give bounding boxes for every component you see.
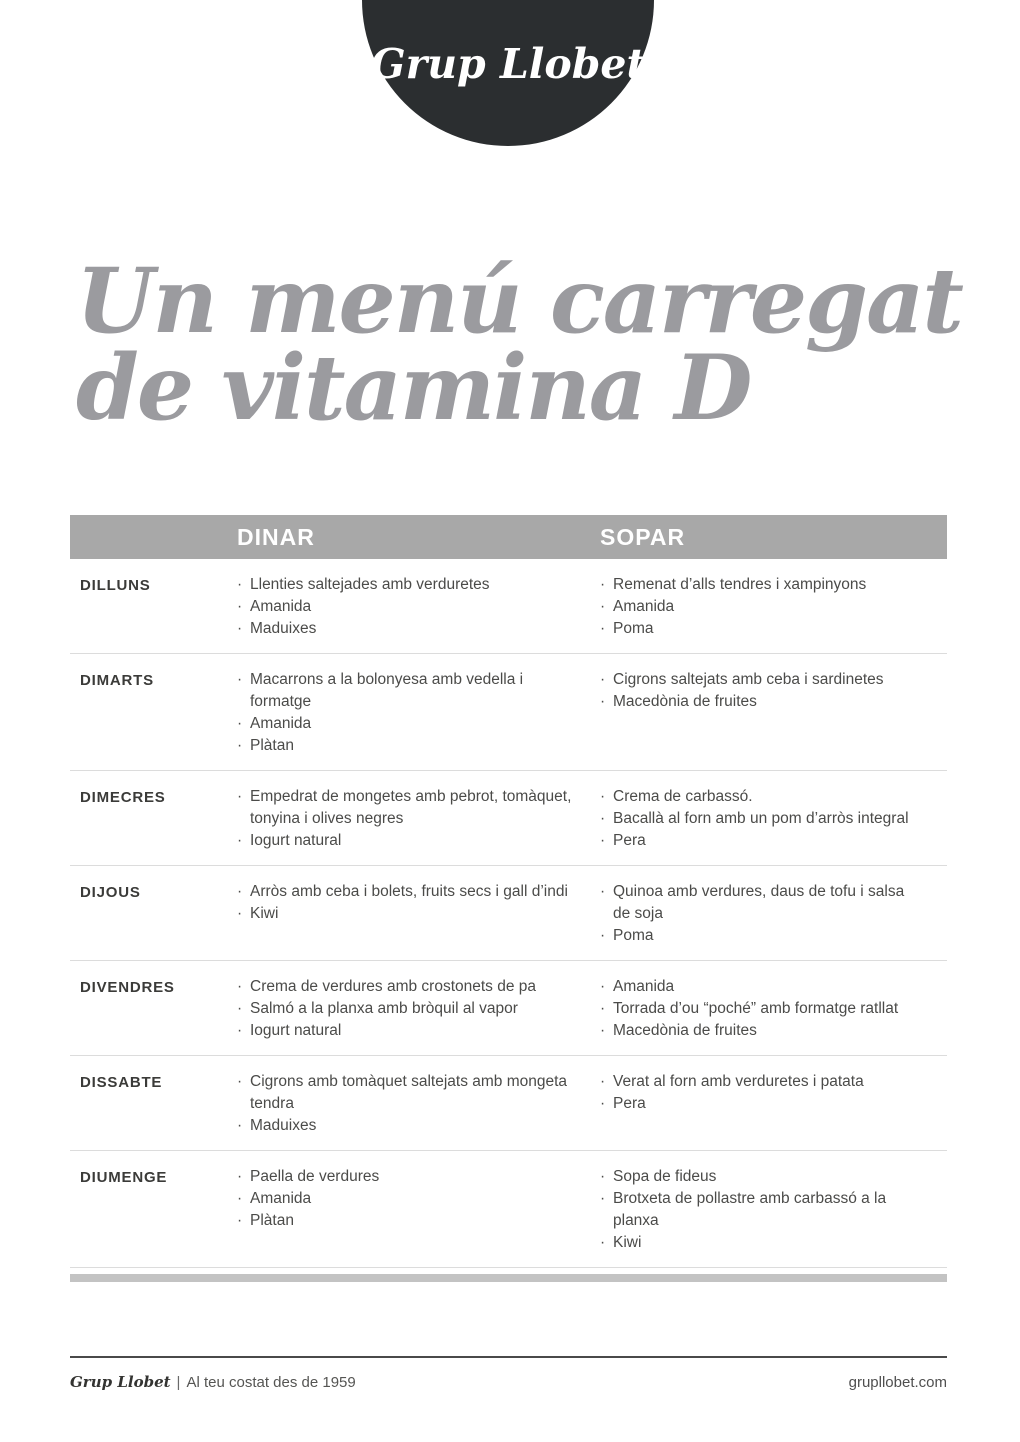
menu-cell-dinar: [237, 574, 600, 640]
menu-item: · Empedrat de mongetes amb pebrot, tomàquet, tonyina i olives negres: [237, 786, 576, 830]
footer-left: [70, 1373, 356, 1391]
menu-item: · Kiwi: [237, 903, 576, 925]
footer-separator: |: [176, 1374, 181, 1391]
menu-item: · Amanida: [237, 596, 576, 618]
menu-item: · Verat al forn amb verduretes i patata: [600, 1071, 923, 1093]
brand-badge: [362, 0, 654, 146]
page-title: [76, 248, 962, 442]
day-label: DISSABTE: [80, 1074, 163, 1091]
menu-item: · Macedònia de fruites: [600, 1020, 923, 1042]
menu-item: · Plàtan: [237, 735, 576, 757]
day-label: DIVENDRES: [80, 979, 175, 996]
menu-item: · Pera: [600, 830, 923, 852]
table-row: [70, 559, 947, 654]
menu-item: · Amanida: [600, 596, 923, 618]
menu-item: · Iogurt natural: [237, 1020, 576, 1042]
menu-cell-sopar: [600, 574, 947, 640]
menu-cell-sopar: [600, 1166, 947, 1254]
footer-brand: Grup Llobet: [70, 1373, 171, 1391]
menu-item: · Sopa de fideus: [600, 1166, 923, 1188]
menu-item: · Quinoa amb verdures, daus de tofu i salsa de soja: [600, 881, 923, 925]
menu-item: · Plàtan: [237, 1210, 576, 1232]
menu-item: · Paella de verdures: [237, 1166, 576, 1188]
title-line-1: Un menú carregat: [76, 248, 962, 354]
table-header-row: [70, 515, 947, 559]
menu-item: · Bacallà al forn amb un pom d’arròs integral: [600, 808, 923, 830]
menu-item: · Iogurt natural: [237, 830, 576, 852]
menu-cell-dinar: [237, 1071, 600, 1137]
menu-item: · Cigrons amb tomàquet saltejats amb mongeta tendra: [237, 1071, 576, 1115]
day-label: DIMECRES: [80, 789, 166, 806]
table-row: [70, 1056, 947, 1151]
menu-cell-sopar: [600, 881, 947, 947]
menu-cell-sopar: [600, 669, 947, 757]
table-row: [70, 866, 947, 961]
menu-cell-dinar: [237, 976, 600, 1042]
day-label: DILLUNS: [80, 577, 151, 594]
day-label: DIUMENGE: [80, 1169, 168, 1186]
menu-item: · Amanida: [237, 713, 576, 735]
table-row: [70, 1151, 947, 1268]
table-row: [70, 654, 947, 771]
menu-item: · Arròs amb ceba i bolets, fruits secs i gall d’indi: [237, 881, 576, 903]
menu-item: · Torrada d’ou “poché” amb formatge ratllat: [600, 998, 923, 1020]
menu-item: · Crema de carbassó.: [600, 786, 923, 808]
page-footer: [70, 1356, 947, 1391]
menu-item: · Maduixes: [237, 618, 576, 640]
menu-table-body: [70, 559, 947, 1268]
table-row: [70, 771, 947, 866]
menu-item: · Brotxeta de pollastre amb carbassó a la planxa: [600, 1188, 923, 1232]
menu-item: · Cigrons saltejats amb ceba i sardinetes: [600, 669, 923, 691]
footer-website: grupllobet.com: [848, 1374, 947, 1391]
table-row: [70, 961, 947, 1056]
day-label: DIMARTS: [80, 672, 154, 689]
menu-item: · Poma: [600, 925, 923, 947]
menu-item: · Remenat d’alls tendres i xampinyons: [600, 574, 923, 596]
footer-tagline: Al teu costat des de 1959: [186, 1374, 356, 1391]
menu-item: · Macedònia de fruites: [600, 691, 923, 713]
title-line-2: de vitamina D: [76, 335, 751, 442]
menu-item: · Macarrons a la bolonyesa amb vedella i formatge: [237, 669, 576, 713]
menu-item: · Poma: [600, 618, 923, 640]
menu-item: · Pera: [600, 1093, 923, 1115]
day-label: DIJOUS: [80, 884, 141, 901]
menu-item: · Maduixes: [237, 1115, 576, 1137]
menu-cell-dinar: [237, 786, 600, 852]
menu-item: · Kiwi: [600, 1232, 923, 1254]
menu-item: · Crema de verdures amb crostonets de pa: [237, 976, 576, 998]
menu-item: · Salmó a la planxa amb bròquil al vapor: [237, 998, 576, 1020]
menu-item: · Amanida: [237, 1188, 576, 1210]
menu-cell-dinar: [237, 669, 600, 757]
menu-cell-dinar: [237, 1166, 600, 1254]
column-header-dinar: DINAR: [237, 523, 315, 550]
menu-cell-sopar: [600, 976, 947, 1042]
menu-cell-sopar: [600, 1071, 947, 1137]
column-header-sopar: SOPAR: [600, 523, 686, 550]
menu-table: [70, 515, 947, 1282]
table-bottom-bar: [70, 1274, 947, 1282]
menu-item: · Llenties saltejades amb verduretes: [237, 574, 576, 596]
brand-name: Grup Llobet: [370, 40, 646, 88]
menu-item: · Amanida: [600, 976, 923, 998]
menu-cell-dinar: [237, 881, 600, 947]
menu-cell-sopar: [600, 786, 947, 852]
